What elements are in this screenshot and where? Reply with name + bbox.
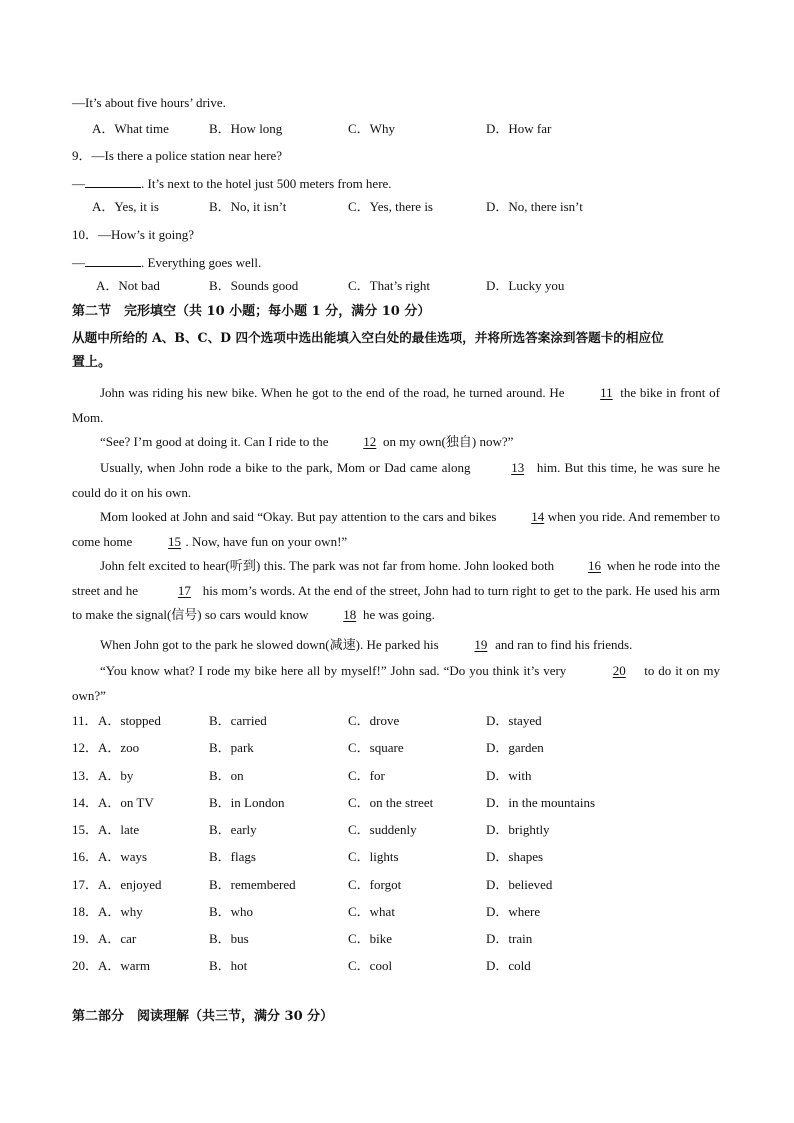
q10-answer-line bbox=[72, 254, 261, 269]
choice-18-option-b: B．who bbox=[209, 904, 254, 919]
choice-11-option-d: D．stayed bbox=[486, 713, 542, 728]
passage-p7-text-b: to do it on my own?” bbox=[72, 663, 720, 703]
q10-blank bbox=[85, 254, 141, 267]
q10-dash: — bbox=[72, 255, 85, 270]
section2-instruction-line1: 从题中所给的 A、B、C、D 四个选项中选出能填入空白处的最佳选项，并将所选答案涂到答题卡的相应位 bbox=[72, 330, 664, 345]
passage-p2-text-b: on my own(独自) now?” bbox=[379, 434, 514, 449]
passage-p5-text-b: when he rode into the street and he bbox=[72, 558, 720, 598]
passage-p4-text-a: Mom looked at John and said “Okay. But pay attention to the cars and bikes bbox=[100, 509, 500, 524]
choice-19-number: 19． bbox=[72, 931, 99, 946]
choice-20-option-b: B．hot bbox=[209, 958, 248, 973]
blank-20: 20 bbox=[612, 663, 626, 678]
choice-12-option-d: D．garden bbox=[486, 740, 544, 755]
section2-instruction-line2: 置上。 bbox=[72, 355, 112, 370]
choice-15-option-b: B．early bbox=[209, 822, 257, 837]
choice-11-option-b: B．carried bbox=[209, 713, 267, 728]
choice-17-number: 17． bbox=[72, 877, 99, 892]
q9-question: 9．—Is there a police station near here? bbox=[72, 148, 283, 163]
choice-14-option-d: D．in the mountains bbox=[486, 795, 596, 810]
choice-20-option-d: D．cold bbox=[486, 958, 531, 973]
passage-p1-text-a: John was riding his new bike. When he got to the end of the road, he turned around. He bbox=[100, 385, 569, 400]
passage-p5-text-c: his mom’s words. At the end of the street, John had to turn right to get to the park. He used his arm to make the signal(信号) so cars would know bbox=[72, 582, 720, 622]
q9-option-a: A．Yes, it is bbox=[92, 199, 159, 214]
choice-17-option-c: C．forgot bbox=[348, 877, 402, 892]
choice-18-option-c: C．what bbox=[348, 904, 395, 919]
q9-rest: . It’s next to the hotel just 500 meters from here. bbox=[141, 176, 392, 191]
choice-13-option-c: C．for bbox=[348, 768, 385, 783]
choice-16-number: 16． bbox=[72, 849, 99, 864]
section2-title: 第二节 完形填空（共 10 小题；每小题 1 分，满分 10 分） bbox=[72, 304, 431, 319]
choice-17-option-d: D．believed bbox=[486, 877, 553, 892]
q9-option-b: B．No, it isn’t bbox=[209, 199, 287, 214]
choice-19-option-a: A．car bbox=[98, 931, 137, 946]
blank-18: 18 bbox=[343, 607, 357, 622]
choice-16-option-b: B．flags bbox=[209, 849, 256, 864]
passage-p5-text-a: John felt excited to hear(听到) this. The park was not far from home. John looked both bbox=[100, 558, 558, 573]
passage-p2-text-a: “See? I’m good at doing it. Can I ride to the bbox=[100, 434, 332, 449]
passage-p6-text-a: When John got to the park he slowed down(减速). He parked his bbox=[100, 637, 442, 652]
choice-11-option-c: C．drove bbox=[348, 713, 400, 728]
passage-paragraph-5 bbox=[72, 554, 720, 628]
blank-15: 15 bbox=[168, 533, 182, 549]
q8-option-d: D．How far bbox=[486, 121, 552, 136]
passage-p1-text-b: the bike in front of Mom. bbox=[72, 385, 720, 425]
choice-20-option-a: A．warm bbox=[98, 958, 150, 973]
passage-p3-text-b: him. But this time, he was sure he could do it on his own. bbox=[72, 460, 721, 500]
choice-15-option-d: D．brightly bbox=[486, 822, 550, 837]
q10-rest: . Everything goes well. bbox=[141, 255, 262, 270]
choice-20-number: 20． bbox=[72, 958, 99, 973]
choice-13-option-d: D．with bbox=[486, 768, 532, 783]
choice-13-option-b: B．on bbox=[209, 768, 244, 783]
choice-19-option-b: B．bus bbox=[209, 931, 249, 946]
q9-option-c: C．Yes, there is bbox=[348, 199, 433, 214]
choice-17-option-b: B．remembered bbox=[209, 877, 296, 892]
choice-12-option-c: C．square bbox=[348, 740, 404, 755]
choice-18-option-d: D．where bbox=[486, 904, 541, 919]
choice-11-option-a: A．stopped bbox=[98, 713, 161, 728]
blank-17: 17 bbox=[177, 582, 191, 598]
blank-19: 19 bbox=[474, 637, 488, 652]
choice-17-option-a: A．enjoyed bbox=[98, 877, 162, 892]
blank-13: 13 bbox=[511, 460, 525, 475]
q9-blank bbox=[85, 175, 141, 188]
q10-option-c: C．That’s right bbox=[348, 278, 430, 293]
choice-11-number: 11． bbox=[72, 713, 98, 728]
choice-12-number: 12． bbox=[72, 740, 99, 755]
part2-title: 第二部分 阅读理解（共三节，满分 30 分） bbox=[72, 1009, 334, 1024]
choice-12-option-b: B．park bbox=[209, 740, 254, 755]
choice-13-option-a: A．by bbox=[98, 768, 134, 783]
passage-p4-text-c: . Now, have fun on your own!” bbox=[185, 533, 348, 549]
q10-question: 10．—How’s it going? bbox=[72, 227, 195, 242]
q8-option-a: A．What time bbox=[92, 121, 169, 136]
passage-p7-text-a: “You know what? I rode my bike here all by myself!” John sad. “Do you think it’s very bbox=[100, 663, 571, 678]
choice-18-number: 18． bbox=[72, 904, 99, 919]
choice-16-option-a: A．ways bbox=[98, 849, 148, 864]
blank-14: 14 bbox=[531, 509, 545, 524]
choice-20-option-c: C．cool bbox=[348, 958, 393, 973]
choice-15-number: 15． bbox=[72, 822, 99, 837]
choice-19-option-c: C．bike bbox=[348, 931, 393, 946]
choice-15-option-c: C．suddenly bbox=[348, 822, 417, 837]
q8-answer-line: —It’s about five hours’ drive. bbox=[72, 95, 226, 110]
q10-option-d: D．Lucky you bbox=[486, 278, 565, 293]
choice-12-option-a: A．zoo bbox=[98, 740, 140, 755]
q9-answer-line bbox=[72, 175, 392, 190]
q8-option-b: B．How long bbox=[209, 121, 283, 136]
choice-13-number: 13． bbox=[72, 768, 99, 783]
blank-11: 11 bbox=[600, 385, 613, 400]
choice-16-option-d: D．shapes bbox=[486, 849, 544, 864]
choice-14-option-a: A．on TV bbox=[98, 795, 154, 810]
passage-paragraph-7 bbox=[72, 659, 720, 708]
choice-15-option-a: A．late bbox=[98, 822, 140, 837]
passage-p3-text-a: Usually, when John rode a bike to the park, Mom or Dad came along bbox=[100, 460, 475, 475]
passage-paragraph-3 bbox=[72, 456, 720, 505]
blank-16: 16 bbox=[588, 558, 602, 573]
passage-p5-text-d: he was going. bbox=[359, 607, 435, 622]
choice-14-option-b: B．in London bbox=[209, 795, 285, 810]
passage-paragraph-1 bbox=[72, 381, 720, 430]
q10-option-a: A．Not bad bbox=[96, 278, 160, 293]
choice-18-option-a: A．why bbox=[98, 904, 143, 919]
q10-option-b: B．Sounds good bbox=[209, 278, 299, 293]
passage-paragraph-2 bbox=[72, 430, 720, 455]
choice-14-option-c: C．on the street bbox=[348, 795, 434, 810]
passage-p6-text-b: and ran to find his friends. bbox=[491, 637, 633, 652]
q8-option-c: C．Why bbox=[348, 121, 395, 136]
choice-19-option-d: D．train bbox=[486, 931, 533, 946]
passage-paragraph-4 bbox=[72, 505, 720, 554]
passage-paragraph-6 bbox=[72, 633, 720, 658]
q9-dash: — bbox=[72, 176, 85, 191]
q9-option-d: D．No, there isn’t bbox=[486, 199, 583, 214]
choice-14-number: 14． bbox=[72, 795, 99, 810]
choice-16-option-c: C．lights bbox=[348, 849, 399, 864]
blank-12: 12 bbox=[363, 434, 377, 449]
passage-p4-text-b: when you ride. And remember to come home bbox=[72, 509, 721, 549]
